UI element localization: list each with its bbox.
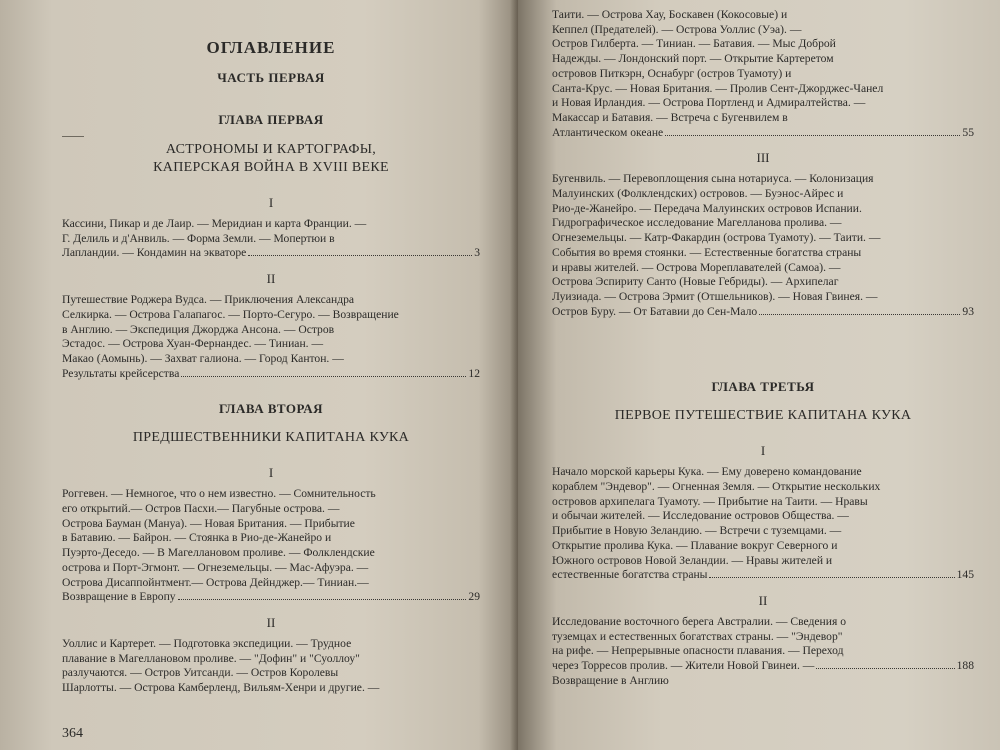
chapter-1-title-line1: АСТРОНОМЫ И КАРТОГРАФЫ, (165, 142, 377, 157)
page-number: 55 (962, 125, 974, 139)
entry-line: туземцах и естественных богатствах страны. — "Эндевор" (552, 629, 843, 643)
toc-entry-ch1-s2 (62, 293, 480, 381)
entry-last-line (552, 305, 974, 320)
page-folio: 364 (62, 726, 83, 741)
entry-line: Открытие пролива Кука. — Плавание вокруг Северного и (552, 538, 838, 552)
section-roman: I (268, 195, 274, 210)
toc-entry-ch3-s2 (552, 615, 974, 689)
section-roman: I (760, 443, 766, 459)
entry-line: острова и Порт-Эгмонт. — Огнеземельцы. — Мас-Афуэра. — (62, 560, 369, 574)
divider-rule (62, 136, 84, 137)
chapter-2-title: ПРЕДШЕСТВЕННИКИ КАПИТАНА КУКА (132, 430, 410, 446)
part-title: ЧАСТЬ ПЕРВАЯ (217, 70, 325, 85)
section-roman: II (266, 614, 276, 630)
section-roman: III (756, 150, 770, 166)
entry-line: через Торресов пролив. — Жители Новой Гвинеи. — (552, 659, 815, 673)
entry-line: Эстадос. — Острова Хуан-Фернандес. — Тиниан. — (62, 337, 324, 351)
entry-line: Гидрографическое исследование Магелланова пролива. — (552, 216, 842, 230)
chapter-3-title: ПЕРВОЕ ПУТЕШЕСТВИЕ КАПИТАНА КУКА (614, 408, 912, 424)
chapter-1-label: ГЛАВА ПЕРВАЯ (218, 112, 324, 127)
dot-leader (709, 577, 954, 578)
entry-line: плавание в Магеллановом проливе. — "Дофин" и "Суоллоу" (62, 651, 360, 665)
entry-line: его открытий.— Остров Пасхи.— Пагубные острова. — (62, 502, 340, 516)
page-number: 3 (474, 246, 480, 260)
entry-line: и нравы жителей. — Острова Мореплавателей (Самоа). — (552, 260, 841, 274)
toc-entry-continued (552, 8, 974, 140)
entry-line: Атлантическом океане (552, 125, 664, 139)
entry-line: Макассар и Батавия. — Встреча с Бугенвилем в (552, 110, 788, 124)
entry-line: Роггевен. — Немногое, что о нем известно. — Сомнительность (62, 487, 376, 501)
entry-line: островов архипелага Туамоту. — Прибытие на Таити. — Нравы (552, 494, 868, 508)
page-number: 12 (468, 366, 480, 380)
entry-line: Лапландии. — Кондамин на экваторе (62, 246, 247, 260)
entry-line: в Батавию. — Байрон. — Стоянка в Рио-де-Жанейро и (62, 531, 332, 545)
entry-line: Возвращение в Англию (552, 673, 669, 687)
entry-line: Кассини, Пикар и де Лаир. — Меридиан и карта Франции. — (62, 217, 367, 230)
entry-line: Рио-де-Жанейро. — Передача Малуинских островов Испании. (552, 201, 862, 215)
chapter-2-label: ГЛАВА ВТОРАЯ (218, 401, 324, 417)
dot-leader (759, 314, 960, 315)
chapter-3-label: ГЛАВА ТРЕТЬЯ (711, 379, 815, 395)
entry-line: Таити. — Острова Хау, Боскавен (Кокосовые) и (552, 8, 788, 21)
dot-leader (816, 668, 954, 669)
toc-entry-ch3-s1 (552, 465, 974, 583)
entry-line: в Англию. — Экспедиция Джорджа Ансона. — Остров (62, 322, 335, 336)
entry-line: Санта-Крус. — Новая Британия. — Пролив Сент-Джорджес-Чанел (552, 81, 884, 95)
entry-line: Южного островов Новой Зеландии. — Нравы жителей и (552, 553, 833, 567)
dot-leader (665, 135, 960, 136)
page-number: 145 (956, 568, 974, 582)
entry-line: Прибытие в Новую Зеландию. — Встречи с туземцами. — (552, 524, 842, 538)
entry-line: Острова Дисаппойнтмент.— Острова Дейнджер.— Тиниан.— (62, 575, 369, 589)
entry-line: на рифе. — Непрерывные опасности плавания. — Переход (552, 644, 844, 658)
entry-line: Огнеземельцы. — Катр-Факардин (острова Туамоту). — Таити. — (552, 231, 881, 245)
entry-line: Результаты крейсерства (62, 366, 180, 380)
toc-entry-ch2-s3 (552, 172, 974, 319)
entry-line: Путешествие Роджера Вудса. — Приключения Александра (62, 293, 355, 307)
right-page (518, 0, 1000, 750)
entry-line: Острова Бауман (Мануа). — Новая Британия. — Прибытие (62, 516, 355, 530)
entry-line: Исследование восточного берега Австралии. — Сведения о (552, 614, 846, 628)
entry-line: и Новая Ирландия. — Острова Портленд и Адмиралтейства. — (552, 96, 866, 110)
entry-last-line (552, 126, 974, 141)
entry-line: разлучаются. — Остров Уитсанди. — Остров Королевы (62, 666, 339, 680)
chapter-1-title (62, 141, 480, 177)
section-roman: II (758, 592, 768, 608)
entry-line: естественные богатства страны (552, 568, 708, 582)
entry-line: Надежды. — Лондонский порт. — Открытие Картеретом (552, 52, 834, 66)
toc-entry-ch2-s2 (62, 637, 480, 696)
entry-line: Остров Буру. — От Батавии до Сен-Мало (552, 304, 758, 318)
dot-leader (248, 255, 472, 256)
toc-entry-ch1-s1 (62, 217, 480, 261)
entry-line: Кеппел (Предателей). — Острова Уоллис (Уэа). — (552, 22, 802, 36)
entry-last-line (62, 367, 480, 382)
dot-leader (181, 376, 466, 377)
entry-line: Луизиада. — Острова Эрмит (Отшельников). — Новая Гвинея. — (552, 289, 878, 303)
entry-line: Пуэрто-Деседо. — В Магеллановом проливе. — Фолклендские (62, 546, 375, 560)
page-number: 29 (468, 590, 480, 604)
entry-line: Малуинских (Фолклендских) островов. — Буэнос-Айрес и (552, 187, 844, 201)
entry-line: Начало морской карьеры Кука. — Ему доверено командование (552, 465, 862, 479)
entry-line: Бугенвиль. — Перевоплощения сына нотариуса. — Колонизация (552, 172, 874, 186)
entry-line: Г. Делиль и д'Анвиль. — Форма Земли. — Мопертюи в (62, 231, 335, 245)
entry-line: островов Питкэрн, Оснабург (остров Туамоту) и (552, 66, 792, 80)
entry-line: Острова Эспириту Санто (Новые Гебриды). — Архипелаг (552, 275, 839, 289)
entry-line: Селкирка. — Острова Галапагос. — Порто-Сегуро. — Возвращение (62, 307, 399, 321)
entry-line: События во время стоянки. — Естественные богатства страны (552, 245, 862, 259)
entry-last-line (62, 246, 480, 261)
dot-leader (178, 599, 467, 600)
section-roman: II (266, 271, 276, 287)
page-number: 93 (962, 304, 974, 318)
entry-line: и обычаи жителей. — Исследование островов Общества. — (552, 509, 849, 523)
entry-last-line (62, 590, 480, 605)
entry-line: Шарлотты. — Острова Камберленд, Вильям-Хенри и другие. — (62, 681, 380, 695)
section-roman: I (268, 465, 274, 481)
page-number: 188 (956, 659, 974, 673)
entry-line: Уоллис и Картерет. — Подготовка экспедиции. — Трудное (62, 636, 352, 650)
entry-last-line (552, 568, 974, 583)
entry-line: Макао (Аомынь). — Захват галиона. — Город Кантон. — (62, 351, 344, 365)
entry-line: Остров Гилберта. — Тиниан. — Батавия. — Мыс Доброй (552, 37, 836, 51)
entry-line: кораблем "Эндевор". — Огненная Земля. — Открытие нескольких (552, 480, 881, 494)
toc-entry-ch2-s1 (62, 487, 480, 605)
chapter-1-title-line2: КАПЕРСКАЯ ВОЙНА В XVIII ВЕКЕ (153, 160, 389, 175)
toc-title: ОГЛАВЛЕНИЕ (206, 38, 336, 57)
entry-last-line (552, 659, 974, 674)
entry-line: Возвращение в Европу (62, 590, 176, 604)
